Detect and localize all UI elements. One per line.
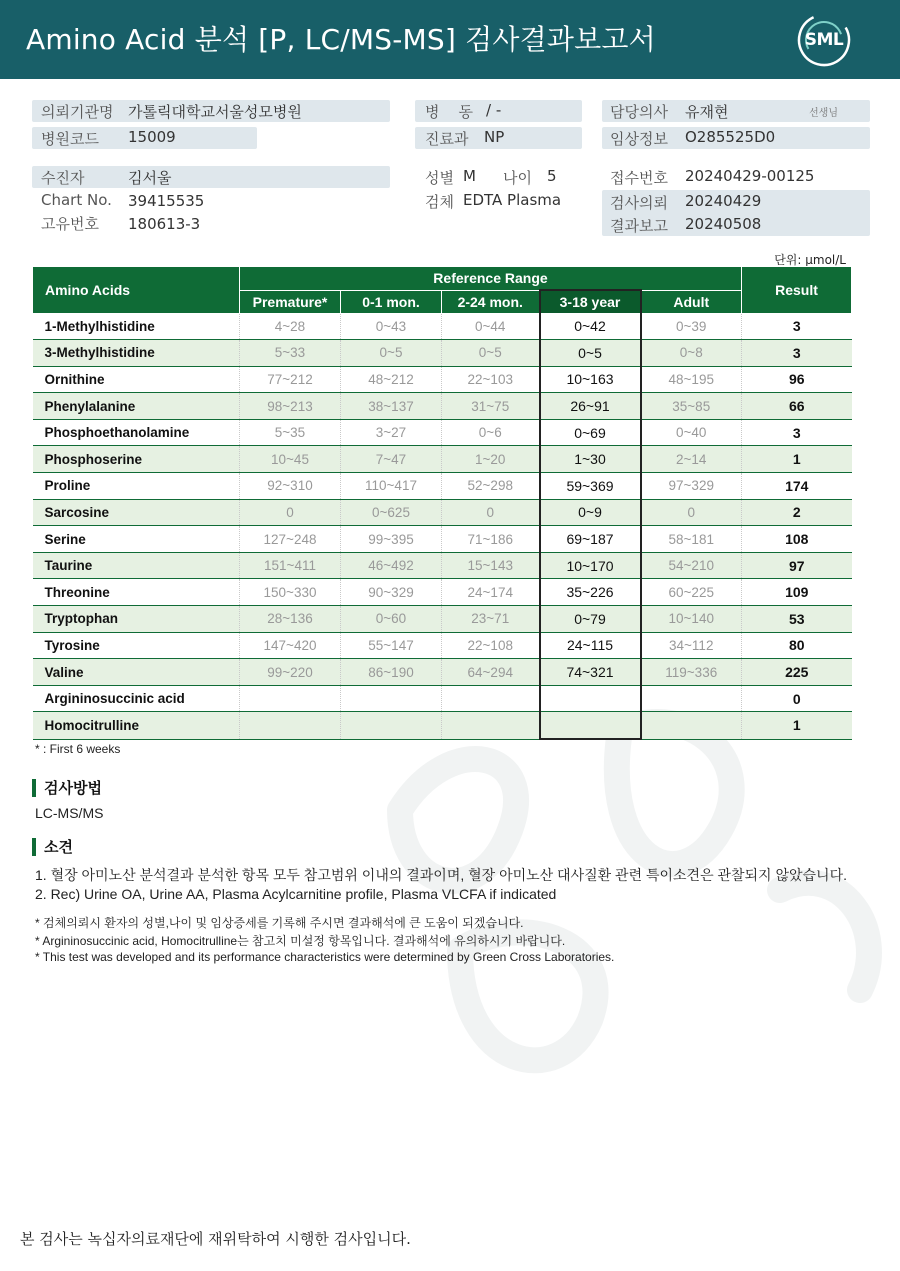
reference-range-cell: 3~27: [341, 419, 442, 446]
amino-acid-name: Tryptophan: [33, 606, 240, 633]
reference-range-cell: 10~140: [641, 606, 742, 633]
reception-no-label: 접수번호: [610, 169, 668, 187]
amino-acid-name: Serine: [33, 526, 240, 553]
reference-range-cell: 58~181: [641, 526, 742, 553]
bottom-note: 본 검사는 녹십자의료재단에 재위탁하여 시행한 검사입니다.: [20, 1230, 411, 1248]
result-cell: 109: [742, 579, 852, 606]
note-2: * Argininosuccinic acid, Homocitrulline는 참고치 미설정 항목입니다. 결과해석에 유의하시기 바랍니다.: [35, 934, 566, 948]
reference-range-cell: [240, 712, 341, 739]
sml-logo: [797, 13, 851, 67]
reference-range-cell: 1~30: [540, 446, 641, 473]
report-header: [0, 0, 900, 79]
age-value: 5: [547, 167, 557, 185]
reference-range-cell: 59~369: [540, 473, 641, 500]
reference-range-cell: 69~187: [540, 526, 641, 553]
opinion-title: 소견: [32, 838, 73, 856]
department-label: 진료과: [425, 130, 469, 148]
amino-acid-name: Sarcosine: [33, 499, 240, 526]
reference-range-cell: 38~137: [341, 393, 442, 420]
reference-range-cell: 35~85: [641, 393, 742, 420]
result-cell: 96: [742, 366, 852, 393]
reference-range-cell: 31~75: [442, 393, 540, 420]
reference-range-cell: [240, 685, 341, 712]
table-row: [33, 366, 852, 393]
reference-range-cell: 0~79: [540, 606, 641, 633]
reference-range-cell: 22~108: [442, 632, 540, 659]
reference-range-cell: 92~310: [240, 473, 341, 500]
reference-range-cell: 5~33: [240, 340, 341, 367]
amino-acid-name: Phosphoethanolamine: [33, 419, 240, 446]
reference-range-cell: 151~411: [240, 552, 341, 579]
doctor-value: 유재현: [685, 103, 729, 121]
amino-acid-name: Phosphoserine: [33, 446, 240, 473]
amino-acid-name: Ornithine: [33, 366, 240, 393]
reference-range-cell: 99~395: [341, 526, 442, 553]
table-row: [33, 499, 852, 526]
table-row: [33, 473, 852, 500]
amino-acid-name: Homocitrulline: [33, 712, 240, 739]
reference-range-cell: 24~174: [442, 579, 540, 606]
result-cell: 174: [742, 473, 852, 500]
reference-range-cell: 10~170: [540, 552, 641, 579]
amino-acid-name: Taurine: [33, 552, 240, 579]
reference-range-cell: 0~9: [540, 499, 641, 526]
age-label: 나이: [503, 169, 532, 187]
result-cell: 66: [742, 393, 852, 420]
reference-range-cell: 71~186: [442, 526, 540, 553]
reference-range-cell: [641, 712, 742, 739]
reference-range-cell: 52~298: [442, 473, 540, 500]
amino-acid-name: Argininosuccinic acid: [33, 685, 240, 712]
reference-range-cell: 2~14: [641, 446, 742, 473]
result-cell: 3: [742, 419, 852, 446]
institution-label: 의뢰기관명: [41, 103, 114, 121]
reference-range-cell: 4~28: [240, 313, 341, 340]
reference-range-cell: 0~5: [540, 340, 641, 367]
table-row: [33, 340, 852, 367]
opinion-line-1: 1. 혈장 아미노산 분석결과 분석한 항목 모두 참고범위 이내의 결과이며, 혈장 아미노산 대사질환 관련 특이소견은 관찰되지 않았습니다.: [35, 867, 847, 883]
reference-range-cell: 77~212: [240, 366, 341, 393]
reference-range-cell: 74~321: [540, 659, 641, 686]
ref-col-header: 2-24 mon.: [442, 290, 540, 313]
result-cell: 97: [742, 552, 852, 579]
reference-range-cell: 98~213: [240, 393, 341, 420]
reference-range-cell: [442, 712, 540, 739]
ward-value: / -: [486, 101, 502, 119]
specimen-label: 검체: [425, 193, 454, 211]
result-cell: 80: [742, 632, 852, 659]
reference-range-cell: 150~330: [240, 579, 341, 606]
reference-range-cell: 99~220: [240, 659, 341, 686]
reference-range-cell: 0~5: [341, 340, 442, 367]
ref-col-header: 3-18 year: [540, 290, 641, 313]
result-cell: 225: [742, 659, 852, 686]
reference-range-cell: 22~103: [442, 366, 540, 393]
method-text: LC-MS/MS: [35, 805, 104, 821]
report-title: Amino Acid 분석 [P, LC/MS-MS] 검사결과보고서: [26, 23, 656, 56]
specimen-value: EDTA Plasma: [463, 191, 562, 209]
reference-range-cell: 0~625: [341, 499, 442, 526]
reference-range-cell: 60~225: [641, 579, 742, 606]
table-row: [33, 659, 852, 686]
result-cell: 1: [742, 712, 852, 739]
institution-value: 가톨릭대학교서울성모병원: [128, 103, 302, 121]
hospital-code-label: 병원코드: [41, 130, 99, 148]
sex-value: M: [463, 167, 476, 185]
result-cell: 53: [742, 606, 852, 633]
reference-range-cell: [341, 685, 442, 712]
reference-range-cell: 23~71: [442, 606, 540, 633]
doctor-suffix: 선생님: [809, 108, 838, 119]
reference-range-cell: 0~40: [641, 419, 742, 446]
reference-range-cell: 35~226: [540, 579, 641, 606]
unit-note: 단위: μmol/L: [774, 253, 846, 267]
clinical-info-label: 임상정보: [610, 130, 668, 148]
reference-range-cell: 28~136: [240, 606, 341, 633]
request-date-value: 20240429: [685, 192, 762, 210]
reference-range-cell: 0~42: [540, 313, 641, 340]
reference-range-cell: 0~8: [641, 340, 742, 367]
table-row: [33, 632, 852, 659]
clinical-info-value: O285525D0: [685, 128, 776, 146]
reference-range-cell: 10~45: [240, 446, 341, 473]
hospital-code-value: 15009: [128, 128, 176, 146]
amino-acid-name: Tyrosine: [33, 632, 240, 659]
reference-range-cell: 147~420: [240, 632, 341, 659]
table-row: [33, 685, 852, 712]
reference-range-cell: 48~212: [341, 366, 442, 393]
reference-range-cell: 90~329: [341, 579, 442, 606]
reference-range-cell: 1~20: [442, 446, 540, 473]
method-title: 검사방법: [32, 779, 102, 797]
sex-label: 성별: [425, 169, 454, 187]
reference-range-cell: 48~195: [641, 366, 742, 393]
amino-acid-name: Proline: [33, 473, 240, 500]
reception-no-value: 20240429-00125: [685, 167, 815, 185]
reference-range-cell: 7~47: [341, 446, 442, 473]
reference-range-cell: 54~210: [641, 552, 742, 579]
reference-range-cell: [341, 712, 442, 739]
reference-range-cell: [540, 685, 641, 712]
doctor-label: 담당의사: [610, 103, 668, 121]
note-1: * 검체의뢰시 환자의 성별,나이 및 임상증세를 기록해 주시면 결과해석에 큰 도움이 되겠습니다.: [35, 916, 524, 930]
result-cell: 0: [742, 685, 852, 712]
amino-acid-table: [32, 266, 852, 740]
result-cell: 108: [742, 526, 852, 553]
reference-range-cell: [641, 685, 742, 712]
reference-range-cell: 0~6: [442, 419, 540, 446]
ref-col-header: Adult: [641, 290, 742, 313]
reference-range-cell: 127~248: [240, 526, 341, 553]
reference-range-cell: 0~5: [442, 340, 540, 367]
reference-range-cell: 64~294: [442, 659, 540, 686]
info-box-patient: [32, 166, 390, 188]
reference-range-cell: 15~143: [442, 552, 540, 579]
reference-range-cell: 24~115: [540, 632, 641, 659]
reference-range-cell: 0: [240, 499, 341, 526]
table-row: [33, 552, 852, 579]
reference-range-cell: 5~35: [240, 419, 341, 446]
table-row: [33, 712, 852, 739]
table-row: [33, 526, 852, 553]
amino-acid-name: Threonine: [33, 579, 240, 606]
amino-acid-name: 3-Methylhistidine: [33, 340, 240, 367]
unique-no-value: 180613-3: [128, 215, 201, 233]
reference-range-cell: 86~190: [341, 659, 442, 686]
reference-range-cell: 55~147: [341, 632, 442, 659]
reference-range-cell: 110~417: [341, 473, 442, 500]
reference-range-cell: 34~112: [641, 632, 742, 659]
amino-acid-name: Phenylalanine: [33, 393, 240, 420]
col-result: Result: [742, 267, 852, 314]
col-reference-range: Reference Range: [240, 267, 742, 291]
reference-range-cell: 0~60: [341, 606, 442, 633]
table-row: [33, 606, 852, 633]
ward-label: 병 동: [425, 103, 474, 121]
reference-range-cell: 0~44: [442, 313, 540, 340]
logo-text: SML: [804, 30, 844, 50]
amino-acid-name: Valine: [33, 659, 240, 686]
table-footnote: * : First 6 weeks: [35, 742, 121, 756]
report-date-value: 20240508: [685, 215, 762, 233]
reference-range-cell: 119~336: [641, 659, 742, 686]
reference-range-cell: [442, 685, 540, 712]
table-row: [33, 446, 852, 473]
result-cell: 3: [742, 340, 852, 367]
reference-range-cell: 97~329: [641, 473, 742, 500]
reference-range-cell: 26~91: [540, 393, 641, 420]
reference-range-cell: 0~39: [641, 313, 742, 340]
amino-acid-name: 1-Methylhistidine: [33, 313, 240, 340]
patient-label: 수진자: [41, 169, 85, 187]
opinion-line-2: 2. Rec) Urine OA, Urine AA, Plasma Acylcarnitine profile, Plasma VLCFA if indicated: [35, 886, 557, 902]
request-date-label: 검사의뢰: [610, 194, 668, 212]
reference-range-cell: 0: [641, 499, 742, 526]
chart-no-label: Chart No.: [41, 191, 112, 209]
result-cell: 2: [742, 499, 852, 526]
reference-range-cell: 0: [442, 499, 540, 526]
note-3: * This test was developed and its performance characteristics were determined by Green Cross Laboratories.: [35, 950, 615, 964]
department-value: NP: [484, 128, 505, 146]
reference-range-cell: 0~43: [341, 313, 442, 340]
ref-col-header: 0-1 mon.: [341, 290, 442, 313]
result-cell: 3: [742, 313, 852, 340]
result-cell: 1: [742, 446, 852, 473]
table-row: [33, 579, 852, 606]
col-amino-acids: Amino Acids: [33, 267, 240, 314]
table-row: [33, 313, 852, 340]
reference-range-cell: 10~163: [540, 366, 641, 393]
reference-range-cell: [540, 712, 641, 739]
table-row: [33, 419, 852, 446]
patient-value: 김서울: [128, 169, 172, 187]
unique-no-label: 고유번호: [41, 215, 99, 233]
report-date-label: 결과보고: [610, 217, 668, 235]
chart-no-value: 39415535: [128, 192, 205, 210]
reference-range-cell: 0~69: [540, 419, 641, 446]
reference-range-cell: 46~492: [341, 552, 442, 579]
table-row: [33, 393, 852, 420]
ref-col-header: Premature*: [240, 290, 341, 313]
